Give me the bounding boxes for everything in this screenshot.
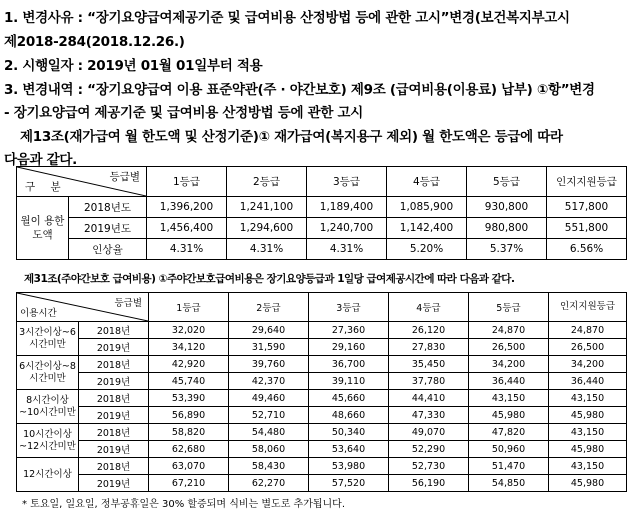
year-label: 2019년 [79, 373, 149, 390]
table2-cell: 49,070 [389, 424, 469, 441]
day-night-care-cost-table [16, 292, 627, 492]
table1-cell: 1,142,400 [387, 218, 467, 239]
table-row [17, 475, 627, 492]
year-label: 2019년 [79, 441, 149, 458]
table2-cell: 52,710 [229, 407, 309, 424]
table2-cell: 36,440 [549, 373, 627, 390]
table1-grade-header: 1등급 [147, 167, 227, 197]
footnote: * 토요일, 일요일, 정부공휴일은 30% 할증되며 식비는 별도로 추가됩니다. [22, 499, 346, 510]
table1-cell: 980,800 [467, 218, 547, 239]
year-label: 2019년 [79, 339, 149, 356]
table1-cell: 4.31% [307, 239, 387, 260]
table2-cell: 39,110 [309, 373, 389, 390]
table2-cell: 45,740 [149, 373, 229, 390]
year-label: 2018년 [79, 356, 149, 373]
year-label: 2018년 [79, 390, 149, 407]
table2-cell: 34,200 [469, 356, 549, 373]
table2-cell: 26,120 [389, 322, 469, 339]
table2-cell: 62,270 [229, 475, 309, 492]
table2-grade-header: 3등급 [309, 293, 389, 322]
table-row [17, 373, 627, 390]
table2-cell: 31,590 [229, 339, 309, 356]
table1-row-label: 2018년도 [69, 197, 147, 218]
table2-cell: 47,820 [469, 424, 549, 441]
table2-cell: 56,890 [149, 407, 229, 424]
table2-body [17, 322, 627, 492]
table-row [17, 407, 627, 424]
table2-grade-header: 인지지원등급 [549, 293, 627, 322]
table1-corner-bottom: 구 분 [25, 181, 67, 193]
table2-cell: 29,640 [229, 322, 309, 339]
table2-cell: 26,500 [549, 339, 627, 356]
table1-cell: 1,189,400 [307, 197, 387, 218]
table1-grade-header: 인지지원등급 [547, 167, 627, 197]
table2-cell: 43,150 [469, 390, 549, 407]
table-row [17, 356, 627, 373]
year-label: 2019년 [79, 407, 149, 424]
table1-cell: 5.20% [387, 239, 467, 260]
table-row [17, 424, 627, 441]
table2-cell: 62,680 [149, 441, 229, 458]
table2-cell: 29,160 [309, 339, 389, 356]
table2-grade-header: 5등급 [469, 293, 549, 322]
table2-cell: 48,660 [309, 407, 389, 424]
table1-cell: 551,800 [547, 218, 627, 239]
table2-cell: 63,070 [149, 458, 229, 475]
table1-grade-header: 2등급 [227, 167, 307, 197]
table2-cell: 58,430 [229, 458, 309, 475]
table2-corner-top: 등급별 [114, 298, 142, 309]
table2-cell: 58,820 [149, 424, 229, 441]
table2-cell: 37,780 [389, 373, 469, 390]
table2-cell: 49,460 [229, 390, 309, 407]
table2-cell: 26,500 [469, 339, 549, 356]
table1-row-label: 인상율 [69, 239, 147, 260]
table1-grade-header: 4등급 [387, 167, 467, 197]
table2-grade-header: 2등급 [229, 293, 309, 322]
table1-cell: 1,085,900 [387, 197, 467, 218]
article13-cont-line: 다음과 같다. [4, 152, 77, 168]
table1-row-label: 2019년도 [69, 218, 147, 239]
table-row [17, 441, 627, 458]
reason-line: 1. 변경사유 : “장기요양급여제공기준 및 급여비용 산정방법 등에 관한 고시”변경(보건복지부고시 [4, 10, 570, 26]
table1-cell: 5.37% [467, 239, 547, 260]
table1-cell: 4.31% [227, 239, 307, 260]
table1-corner-cell [17, 167, 147, 197]
table1-cell: 4.31% [147, 239, 227, 260]
table2-cell: 42,370 [229, 373, 309, 390]
year-label: 2018년 [79, 322, 149, 339]
table2-cell: 54,850 [469, 475, 549, 492]
table2-cell: 50,340 [309, 424, 389, 441]
table2-cell: 67,210 [149, 475, 229, 492]
year-label: 2018년 [79, 458, 149, 475]
table2-cell: 45,980 [549, 475, 627, 492]
table2-cell: 56,190 [389, 475, 469, 492]
table2-cell: 43,150 [549, 458, 627, 475]
year-label: 2019년 [79, 475, 149, 492]
table2-grade-header: 1등급 [149, 293, 229, 322]
table2-cell: 57,520 [309, 475, 389, 492]
table2-cell: 53,640 [309, 441, 389, 458]
table1-cell: 930,800 [467, 197, 547, 218]
table2-cell: 36,440 [469, 373, 549, 390]
table2-cell: 34,200 [549, 356, 627, 373]
table2-cell: 52,730 [389, 458, 469, 475]
table1-grade-header: 5등급 [467, 167, 547, 197]
table1-cell: 1,456,400 [147, 218, 227, 239]
time-range-label: 3시간이상~6시간미만 [17, 322, 79, 356]
table2-cell: 43,150 [549, 390, 627, 407]
table2-cell: 44,410 [389, 390, 469, 407]
table2-cell: 47,330 [389, 407, 469, 424]
table2-cell: 42,920 [149, 356, 229, 373]
monthly-limit-table [16, 166, 627, 260]
table2-cell: 53,390 [149, 390, 229, 407]
table2-cell: 32,020 [149, 322, 229, 339]
table2-cell: 39,760 [229, 356, 309, 373]
table-row [17, 322, 627, 339]
table1-group-label: 월이 용한 도액 [17, 197, 69, 260]
table2-cell: 43,150 [549, 424, 627, 441]
table2-grade-header: 4등급 [389, 293, 469, 322]
table1-cell: 1,294,600 [227, 218, 307, 239]
notice-number-line: 제2018-284(2018.12.26.) [4, 34, 185, 50]
table2-cell: 52,290 [389, 441, 469, 458]
table2-cell: 24,870 [469, 322, 549, 339]
table2-cell: 58,060 [229, 441, 309, 458]
table-row [17, 390, 627, 407]
table2-cell: 45,980 [549, 407, 627, 424]
table1-cell: 6.56% [547, 239, 627, 260]
time-range-label: 6시간이상~8시간미만 [17, 356, 79, 390]
table1-cell: 1,240,700 [307, 218, 387, 239]
table2-cell: 24,870 [549, 322, 627, 339]
table2-cell: 34,120 [149, 339, 229, 356]
time-range-label: 8시간이상~10시간미만 [17, 390, 79, 424]
table2-cell: 36,700 [309, 356, 389, 373]
table2-corner-cell [17, 293, 149, 322]
time-range-label: 10시간이상~12시간미만 [17, 424, 79, 458]
article13-line: 제13조(재가급여 월 한도액 및 산정기준)① 재가급여(복지용구 제외) 월 한도액은 등급에 따라 [20, 129, 563, 145]
table1-cell: 1,396,200 [147, 197, 227, 218]
table2-cell: 45,980 [469, 407, 549, 424]
notice-title-line: - 장기요양급여 제공기준 및 급여비용 산정방법 등에 관한 고시 [4, 105, 364, 121]
table2-cell: 50,960 [469, 441, 549, 458]
table2-cell: 45,660 [309, 390, 389, 407]
table2-corner-bottom: 이용시간 [20, 308, 57, 319]
change-detail-line: 3. 변경내역 : “장기요양급여 이용 표준약관(주 · 야간보호) 제9조 (급여비용(이용료) 납부) ①항”변경 [4, 82, 595, 98]
table2-cell: 35,450 [389, 356, 469, 373]
table2-cell: 51,470 [469, 458, 549, 475]
table1-grade-header: 3등급 [307, 167, 387, 197]
table2-cell: 54,480 [229, 424, 309, 441]
table1-cell: 517,800 [547, 197, 627, 218]
time-range-label: 12시간이상 [17, 458, 79, 492]
year-label: 2018년 [79, 424, 149, 441]
table2-cell: 53,980 [309, 458, 389, 475]
table1-corner-top: 등급별 [109, 171, 140, 183]
table-row [17, 339, 627, 356]
effective-date-line: 2. 시행일자 : 2019년 01월 01일부터 적용 [4, 58, 263, 74]
table2-cell: 27,830 [389, 339, 469, 356]
article31-line: 제31조(주야간보호 급여비용) ①주야간보호급여비용은 장기요양등급과 1일당 급여제공시간에 따라 다음과 같다. [24, 273, 515, 285]
table-row [17, 458, 627, 475]
table2-cell: 27,360 [309, 322, 389, 339]
table2-cell: 45,980 [549, 441, 627, 458]
table1-cell: 1,241,100 [227, 197, 307, 218]
